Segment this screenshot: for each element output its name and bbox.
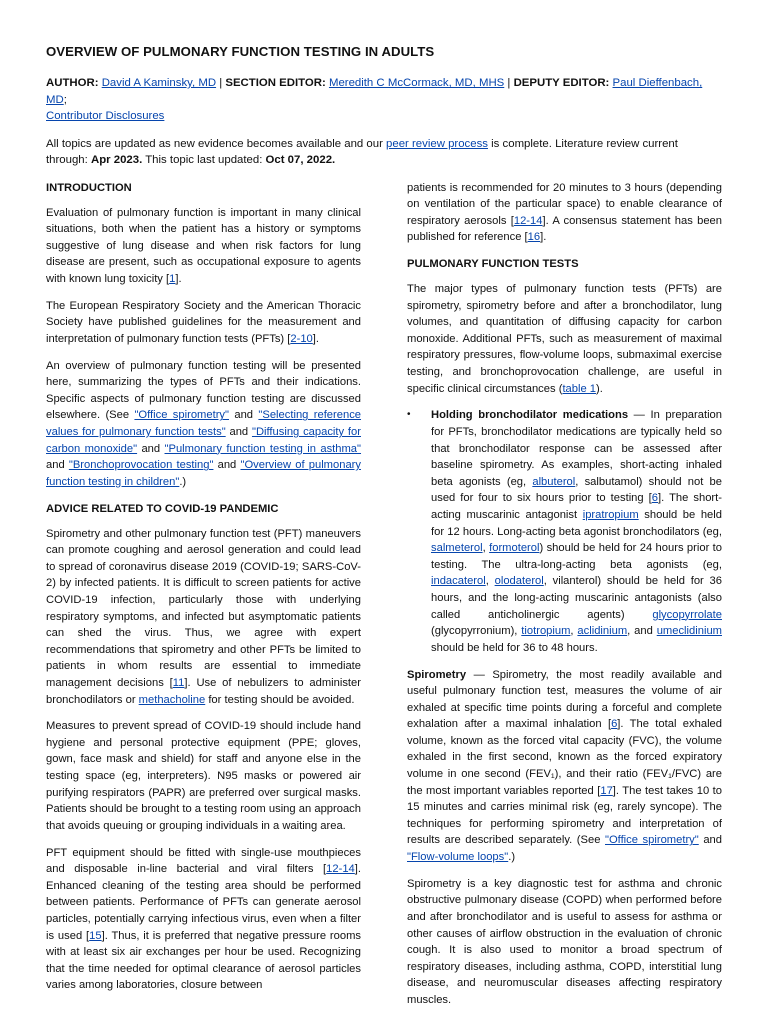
text: and — [698, 834, 722, 847]
text: , salbutamol) should not be used for four to six hours prior to testing [ — [431, 475, 722, 505]
review-date: Apr 2023. — [90, 154, 143, 166]
text: ]. The total exhaled volume, known as the forced vital capacity (FVC), the volume exhaled in the first second, known as the forced expiratory volume in one second (FEV₁), and their ratio (FEV₁/FVC) are the most important variables reported [ — [407, 718, 722, 797]
text: and — [225, 426, 252, 438]
table-1-link[interactable]: table 1 — [562, 382, 597, 395]
reference-link[interactable]: 6 — [651, 492, 659, 505]
covid-paragraph-1 — [46, 526, 361, 709]
olodaterol-link[interactable]: olodaterol — [494, 575, 544, 588]
text: PFT equipment should be fitted with single-use mouthpieces and disposable in-line bacterial and viral filters [ — [46, 846, 361, 876]
bullet-marker: • — [407, 409, 411, 421]
reference-link[interactable]: 15 — [89, 929, 102, 942]
pft-heading: PULMONARY FUNCTION TESTS — [407, 258, 579, 271]
text: — Spirometry, the most readily available and useful pulmonary function test, measures the volume of air exhaled at specific time points during a forceful and complete exhalation after a maximal inhalation [ — [407, 668, 722, 731]
update-text: is complete. Literature review current through: — [46, 137, 678, 166]
bullet-text — [431, 407, 722, 656]
section-editor-link[interactable]: Meredith C McCormack, MD, MHS — [328, 77, 505, 89]
spirometry-paragraph-1 — [407, 667, 722, 866]
text: , vilanterol) should be held for 36 hours, and the long-acting muscarinic antagonists (also called anticholinergic agents) — [431, 575, 722, 621]
office-spirometry-link[interactable]: "Office spirometry" — [134, 409, 229, 422]
intro-paragraph-2 — [46, 298, 361, 348]
author-line — [46, 75, 722, 125]
author-link[interactable]: David A Kaminsky, MD — [101, 77, 217, 89]
covid-paragraph-3 — [46, 845, 361, 994]
text: , and — [627, 625, 657, 638]
albuterol-link[interactable]: albuterol — [532, 475, 576, 488]
text: , — [485, 575, 495, 588]
office-spirometry-link[interactable]: "Office spirometry" — [605, 834, 699, 847]
text: Evaluation of pulmonary function is important in many clinical situations, both when the patient has a history or symptoms suggestive of lung disease and when risk factors for lung disease are present, such as occupational exposure to agents with known lung toxicity [ — [46, 206, 361, 285]
text: ]. — [175, 272, 182, 285]
text: , — [570, 625, 578, 638]
covid-paragraph-2: Measures to prevent spread of COVID-19 should include hand hygiene and personal protective equipment (PPE; gloves, gown, face mask and shield) for staff and anyone else in the testing space (eg, interpreters). N95 masks or powered air purifying respirators (PAPR) are preferred over surgical masks. Patients should be brought to a testing room using an approach that avoids queuing or grouping individuals in a waiting area. — [46, 720, 361, 832]
indacaterol-link[interactable]: indacaterol — [431, 575, 486, 588]
text: ]. — [540, 231, 547, 244]
salmeterol-link[interactable]: salmeterol — [431, 542, 483, 555]
update-text: All topics are updated as new evidence becomes available and our — [46, 137, 387, 150]
contributor-disclosures-link[interactable]: Contributor Disclosures — [46, 110, 165, 122]
reference-link[interactable]: 16 — [527, 231, 541, 244]
glycopyrrolate-link[interactable]: glycopyrrolate — [652, 608, 722, 621]
text: — In preparation for PFTs, bronchodilator medications are typically held so that bronchodilator response can be assessed after baseline spirometry. As examples, short-acting inhaled beta agonists (eg, — [431, 409, 722, 488]
pft-paragraph-1 — [407, 281, 722, 397]
tiotropium-link[interactable]: tiotropium — [521, 625, 571, 638]
reference-link[interactable]: 1 — [169, 272, 176, 285]
reference-values-link[interactable]: "Selecting reference values for pulmonary function tests" — [46, 409, 362, 438]
reference-link[interactable]: 12-14 — [513, 214, 543, 227]
article — [46, 40, 722, 1019]
text: should be held for 36 to 48 hours. — [431, 641, 598, 654]
text: An overview of pulmonary function testing will be presented here, summarizing the types of PFTs and their indications. Specific aspects of pulmonary function testing are discussed elsewhere. (See — [46, 359, 361, 422]
author-label: AUTHOR: — [46, 77, 99, 89]
formoterol-link[interactable]: formoterol — [489, 542, 540, 555]
page-title: OVERVIEW OF PULMONARY FUNCTION TESTING IN ADULTS — [46, 44, 435, 59]
left-column — [46, 180, 361, 1019]
text: ]. A consensus statement has been published for reference [ — [407, 214, 722, 244]
deputy-editor-label: DEPUTY EDITOR: — [513, 77, 610, 89]
ipratropium-link[interactable]: ipratropium — [582, 508, 639, 521]
text: ]. — [312, 332, 319, 345]
reference-link[interactable]: 12-14 — [326, 863, 355, 876]
updated-date: Oct 07, 2022. — [265, 154, 336, 166]
bullet-holding-bronchodilators — [407, 407, 722, 656]
reference-link[interactable]: 11 — [172, 676, 185, 689]
two-column-body — [46, 180, 722, 1019]
text: ]. Use of nebulizers to administer bronchodilators or — [46, 676, 361, 706]
right-column — [407, 180, 722, 1019]
text: .) — [508, 851, 516, 864]
text: and — [46, 459, 69, 472]
text: ]. Enhanced cleaning of the testing area should be performed between patients. Performance of PFTs can generate aerosol particles, potentially carrying infectious virus, even when a filter is used [ — [46, 863, 361, 942]
aclidinium-link[interactable]: aclidinium — [577, 625, 628, 638]
reference-link[interactable]: 6 — [611, 718, 618, 731]
text: should be held for 12 hours. Long-acting beta agonist bronchodilators (eg, — [431, 508, 722, 538]
text: ]. The short-acting muscarinic antagonist — [431, 492, 722, 521]
bullet-heading: Holding bronchodilator medications — [431, 409, 629, 422]
text: The major types of pulmonary function tests (PFTs) are spirometry, spirometry before and after a bronchodilator, lung volumes, and quantitation of diffusing capacity for carbon monoxide. Additional PFTs, such as measurement of maximal respiratory pressures, flow-volume loops, submaximal exercise testing, and bronchoprovocation challenge, are useful in specific clinical circumstances ( — [407, 283, 722, 395]
intro-paragraph-1 — [46, 205, 361, 288]
text: ]. The test takes 10 to 15 minutes and carries minimal risk (eg, rarely syncope). The techniques for performing spirometry and interpretation of results are described separately. (See — [407, 784, 722, 847]
text: Spirometry and other pulmonary function test (PFT) maneuvers can promote coughing and aerosol generation and could lead to spread of coronavirus disease 2019 (COVID-19; SARS-CoV-2) by infected patients. It is difficult to screen patients for active COVID-19 infection, particularly those with underlying respiratory symptoms, and infected but asymptomatic patients can shed the virus. Thus, we agree with expert recommendations that spirometry and other PFTs be limited to patients in whom results are essential to immediate management decisions [ — [46, 527, 361, 689]
text: , — [482, 542, 490, 555]
update-note — [46, 136, 722, 169]
pft-children-link[interactable]: "Overview of pulmonary function testing in children" — [46, 459, 361, 488]
spirometry-heading: Spirometry — [407, 668, 467, 681]
text: (glycopyrronium), — [431, 625, 522, 638]
diffusing-capacity-link[interactable]: "Diffusing capacity for carbon monoxide" — [46, 426, 361, 455]
flow-volume-loops-link[interactable]: "Flow-volume loops" — [407, 851, 509, 864]
text: .) — [179, 475, 187, 488]
spirometry-paragraph-2: Spirometry is a key diagnostic test for asthma and chronic obstructive pulmonary disease (COPD) when performed before and after bronchodilator and is useful to assess for asthma or other causes of airflow obstruction in the evaluation of chronic cough. It is also used to monitor a broad spectrum of respiratory diseases, including asthma, COPD, interstitial lung disease, and neuromuscular diseases affecting respiratory muscles. — [407, 877, 722, 1006]
text: for testing should be avoided. — [205, 693, 355, 706]
text: ). — [596, 382, 603, 395]
deputy-editor-link[interactable]: Paul Dieffenbach, MD — [46, 77, 703, 106]
text: and — [137, 442, 165, 455]
peer-review-link[interactable]: peer review process — [386, 137, 488, 150]
reference-link[interactable]: 2-10 — [290, 332, 313, 345]
text: and — [213, 459, 241, 472]
introduction-heading: INTRODUCTION — [46, 181, 132, 194]
intro-paragraph-3 — [46, 358, 361, 491]
update-text: This topic last updated: — [142, 154, 266, 166]
separator: | — [216, 77, 226, 89]
text: and — [229, 409, 259, 422]
text: ]. Thus, it is preferred that negative pressure rooms with at least six air exchanges per hour be used. Recognizing that the time needed for optimal clearance of aerosol particles varies among laboratories, closure between — [46, 929, 361, 992]
separator: ; — [63, 93, 67, 106]
text: ) should be held for 24 hours prior to testing. The ultra-long-acting beta agonists (eg, — [431, 542, 723, 571]
bronchoprovocation-link[interactable]: "Bronchoprovocation testing" — [68, 459, 214, 472]
methacholine-link[interactable]: methacholine — [138, 693, 206, 706]
text: The European Respiratory Society and the American Thoracic Society have published guidelines for the measurement and interpretation of pulmonary function tests (PFTs) [ — [46, 299, 361, 345]
continued-paragraph — [407, 180, 722, 246]
text: patients is recommended for 20 minutes to 3 hours (depending on ventilation of the particular space) to enable clearance of respiratory aerosols [ — [407, 181, 722, 227]
umeclidinium-link[interactable]: umeclidinium — [656, 625, 722, 638]
separator: | — [504, 77, 514, 89]
section-editor-label: SECTION EDITOR: — [225, 77, 326, 89]
covid-heading: ADVICE RELATED TO COVID-19 PANDEMIC — [46, 502, 279, 515]
reference-link[interactable]: 17 — [600, 784, 613, 797]
pft-asthma-link[interactable]: "Pulmonary function testing in asthma" — [164, 442, 362, 455]
